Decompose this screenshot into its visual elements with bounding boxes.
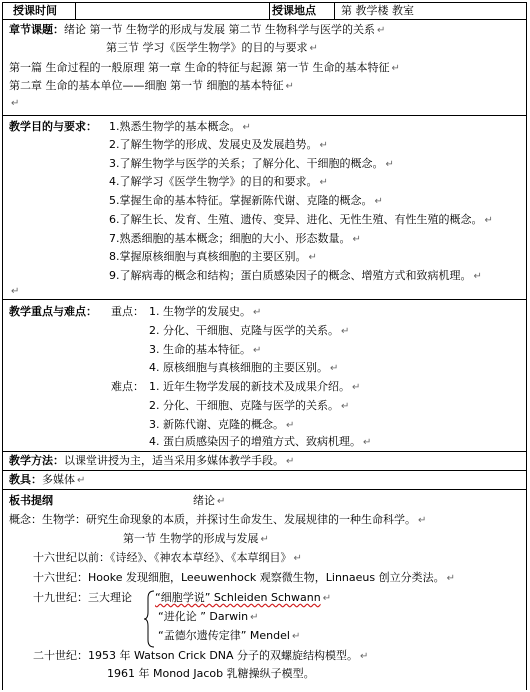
- theory-item: “进化论 ” Darwin ↵: [158, 610, 259, 623]
- theory-item: “细胞学说” Schleiden Schwann ↵: [155, 591, 332, 604]
- methods-value: 以课堂讲授为主，适当采用多媒体教学手段。: [64, 454, 284, 467]
- difficult-points-label: 难点：: [111, 380, 144, 393]
- location-value: 第 教学楼 教室: [341, 4, 414, 17]
- objective-item: 1.熟悉生物学的基本概念。 ↵: [109, 120, 251, 133]
- key-point-item: 2. 分化、干细胞、克隆与医学的关系。 ↵: [149, 324, 350, 337]
- objective-item: 8.掌握原核细胞与真核细胞的主要区别。 ↵: [109, 250, 317, 263]
- paragraph-mark: ↵: [11, 98, 20, 109]
- outline-19th-label: 十九世纪：三大理论: [33, 591, 132, 604]
- time-label: 授课时间: [13, 4, 57, 17]
- objective-item: 6.了解生长、发育、生殖、遗传、变异、进化、无性生殖、有性生殖的概念。 ↵: [109, 213, 493, 226]
- difficult-point-item: 1. 近年生物学发展的新技术及成果介绍。 ↵: [149, 380, 361, 393]
- chapter-line-2: 第三节 学习《医学生物学》的目的与要求 ↵: [106, 41, 318, 54]
- focus-row: [2, 300, 527, 452]
- chapter-line-3: 第一篇 生命过程的一般原理 第一章 生命的特征与起源 第一节 生命的基本特征 ↵: [9, 61, 400, 74]
- header-row: [2, 2, 527, 20]
- objective-item: 4.了解学习《医学生物学》的目的和要求。 ↵: [109, 175, 328, 188]
- outline-before-16th: 十六世纪以前：《诗经》、《神农本草经》、《本草纲目》 ↵: [33, 551, 302, 564]
- key-point-item: 3. 生命的基本特征。 ↵: [149, 343, 262, 356]
- outline-row: [2, 490, 527, 690]
- aids-label: 教具：: [9, 473, 42, 486]
- aids-row: [2, 471, 527, 490]
- chapter-label: 章节课题：: [9, 23, 64, 36]
- aids-line: 教具：多媒体 ↵: [9, 473, 86, 486]
- objectives-row: [2, 116, 527, 300]
- focus-label: 教学重点与难点：: [9, 305, 97, 318]
- outline-20th-b: 1961 年 Monod Jacob 乳糖操纵子模型。: [107, 667, 315, 680]
- objective-item: 2.了解生物学的形成、发展史及发展趋势。 ↵: [109, 138, 328, 151]
- difficult-point-item: 3. 新陈代谢、克隆的概念。 ↵: [149, 418, 295, 431]
- methods-line: 教学方法：以课堂讲授为主，适当采用多媒体教学手段。 ↵: [9, 454, 295, 467]
- chapter-row: [2, 20, 527, 116]
- key-point-item: 1. 生物学的发展史。 ↵: [149, 305, 262, 318]
- objective-item: 5.掌握生命的基本特征。掌握新陈代谢、克隆的概念。 ↵: [109, 194, 383, 207]
- difficult-point-item: 2. 分化、干细胞、克隆与医学的关系。 ↵: [149, 399, 350, 412]
- paragraph-mark: ↵: [11, 286, 20, 297]
- difficult-point-item: 4. 蛋白质感染因子的增殖方式、致病机理。 ↵: [149, 435, 372, 448]
- objectives-label: 教学目的与要求：: [9, 120, 97, 133]
- outline-label: 板书提纲: [9, 494, 53, 507]
- theory-item: “孟德尔遗传定律” Mendel ↵: [158, 629, 301, 642]
- lesson-plan-page: [2, 2, 527, 692]
- location-label: 授课地点: [272, 4, 316, 17]
- brace-icon: [143, 590, 155, 648]
- objective-item: 9.了解病毒的概念和结构；蛋白质感染因子的概念、增殖方式和致病机理。 ↵: [109, 269, 482, 282]
- outline-title: 绪论 ↵: [193, 494, 226, 507]
- outline-section: 第一节 生物学的形成与发展 ↵: [123, 532, 269, 545]
- chapter-line-1: 章节课题：绪论 第一节 生物学的形成与发展 第二节 生物科学与医学的关系 ↵: [9, 23, 386, 36]
- outline-16th: 十六世纪：Hooke 发现细胞，Leeuwenhock 观察微生物，Linnaeus 创立分类法。 ↵: [33, 571, 455, 584]
- chapter-line-4: 第二章 生命的基本单位——细胞 第一节 细胞的基本特征 ↵: [9, 79, 294, 92]
- objective-item: 7.熟悉细胞的基本概念；细胞的大小、形态数量。 ↵: [109, 232, 361, 245]
- outline-concept: 概念：生物学：研究生命现象的本质，并探讨生命发生、发展规律的一种生命科学。 ↵: [9, 513, 427, 526]
- key-point-item: 4. 原核细胞与真核细胞的主要区别。 ↵: [149, 361, 339, 374]
- key-points-label: 重点：: [111, 305, 144, 318]
- objective-item: 3.了解生物学与医学的关系；了解分化、干细胞的概念。 ↵: [109, 157, 394, 170]
- aids-value: 多媒体: [42, 473, 75, 486]
- outline-20th: 二十世纪：1953 年 Watson Crick DNA 分子的双螺旋结构模型。 ↵: [33, 649, 369, 662]
- methods-row: [2, 452, 527, 471]
- methods-label: 教学方法：: [9, 454, 64, 467]
